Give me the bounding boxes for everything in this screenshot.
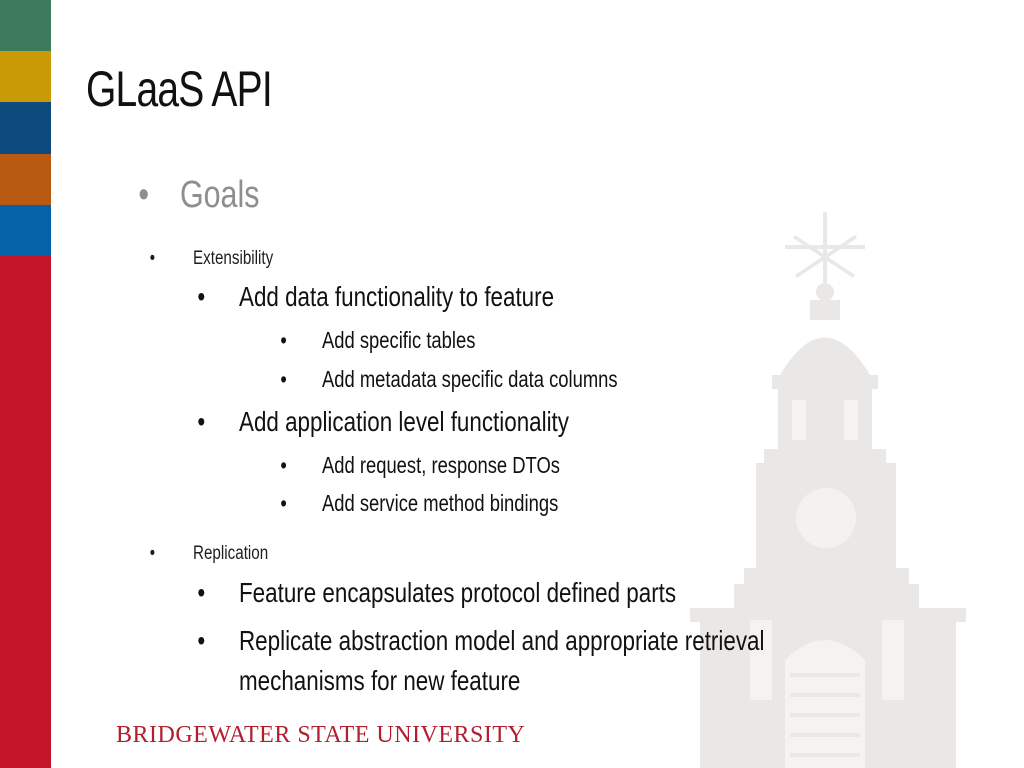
outline-item-goals: [138, 174, 260, 217]
bullet-icon: •: [197, 281, 206, 312]
bullet-icon: •: [197, 577, 206, 608]
bullet-icon: •: [280, 490, 287, 516]
bullet-icon: •: [197, 406, 206, 437]
stripe-navy: [0, 102, 51, 154]
outline-label: Add application level functionality: [239, 406, 569, 437]
bullet-icon: •: [138, 174, 150, 216]
outline-label: Extensibility: [193, 248, 274, 269]
outline-item-encapsulates-parts: [197, 577, 677, 609]
outline-label: Goals: [180, 174, 260, 216]
outline-label: Replication: [193, 543, 269, 564]
stripe-red: [0, 256, 51, 768]
outline-item-specific-tables: [280, 327, 476, 354]
outline-item-metadata-columns: [280, 366, 618, 393]
outline-label: Feature encapsulates protocol defined parts: [239, 577, 677, 608]
outline-label: Add request, response DTOs: [322, 452, 560, 478]
stripe-green: [0, 0, 51, 51]
outline-item-dtos: [280, 452, 560, 479]
bullet-icon: •: [280, 452, 287, 478]
outline-label: Add specific tables: [322, 327, 476, 353]
university-wordmark: BRIDGEWATER STATE UNIVERSITY: [116, 722, 526, 748]
outline-item-method-bindings: [280, 490, 559, 517]
stripe-blue: [0, 205, 51, 256]
stripe-orange: [0, 154, 51, 205]
outline-item-app-functionality: [197, 406, 569, 438]
outline-item-replicate-model: [197, 621, 831, 701]
slide-title: GLaaS API: [86, 61, 272, 117]
bullet-icon: •: [280, 366, 287, 392]
bullet-icon: •: [197, 625, 206, 656]
outline-label: Add data functionality to feature: [239, 281, 555, 312]
outline-item-data-functionality: [197, 281, 555, 313]
outline-label: Add metadata specific data columns: [322, 366, 618, 392]
stripe-gold: [0, 51, 51, 102]
outline-item-extensibility: [149, 248, 274, 270]
decorative-color-bar: [0, 0, 51, 768]
bullet-icon: •: [280, 327, 287, 353]
bullet-icon: •: [149, 248, 156, 269]
bullet-icon: •: [149, 543, 156, 564]
outline-item-replication: [149, 543, 269, 565]
outline-label: Add service method bindings: [322, 490, 559, 516]
outline-label: Replicate abstraction model and appropriate retrieval mechanisms for new feature: [239, 625, 765, 696]
